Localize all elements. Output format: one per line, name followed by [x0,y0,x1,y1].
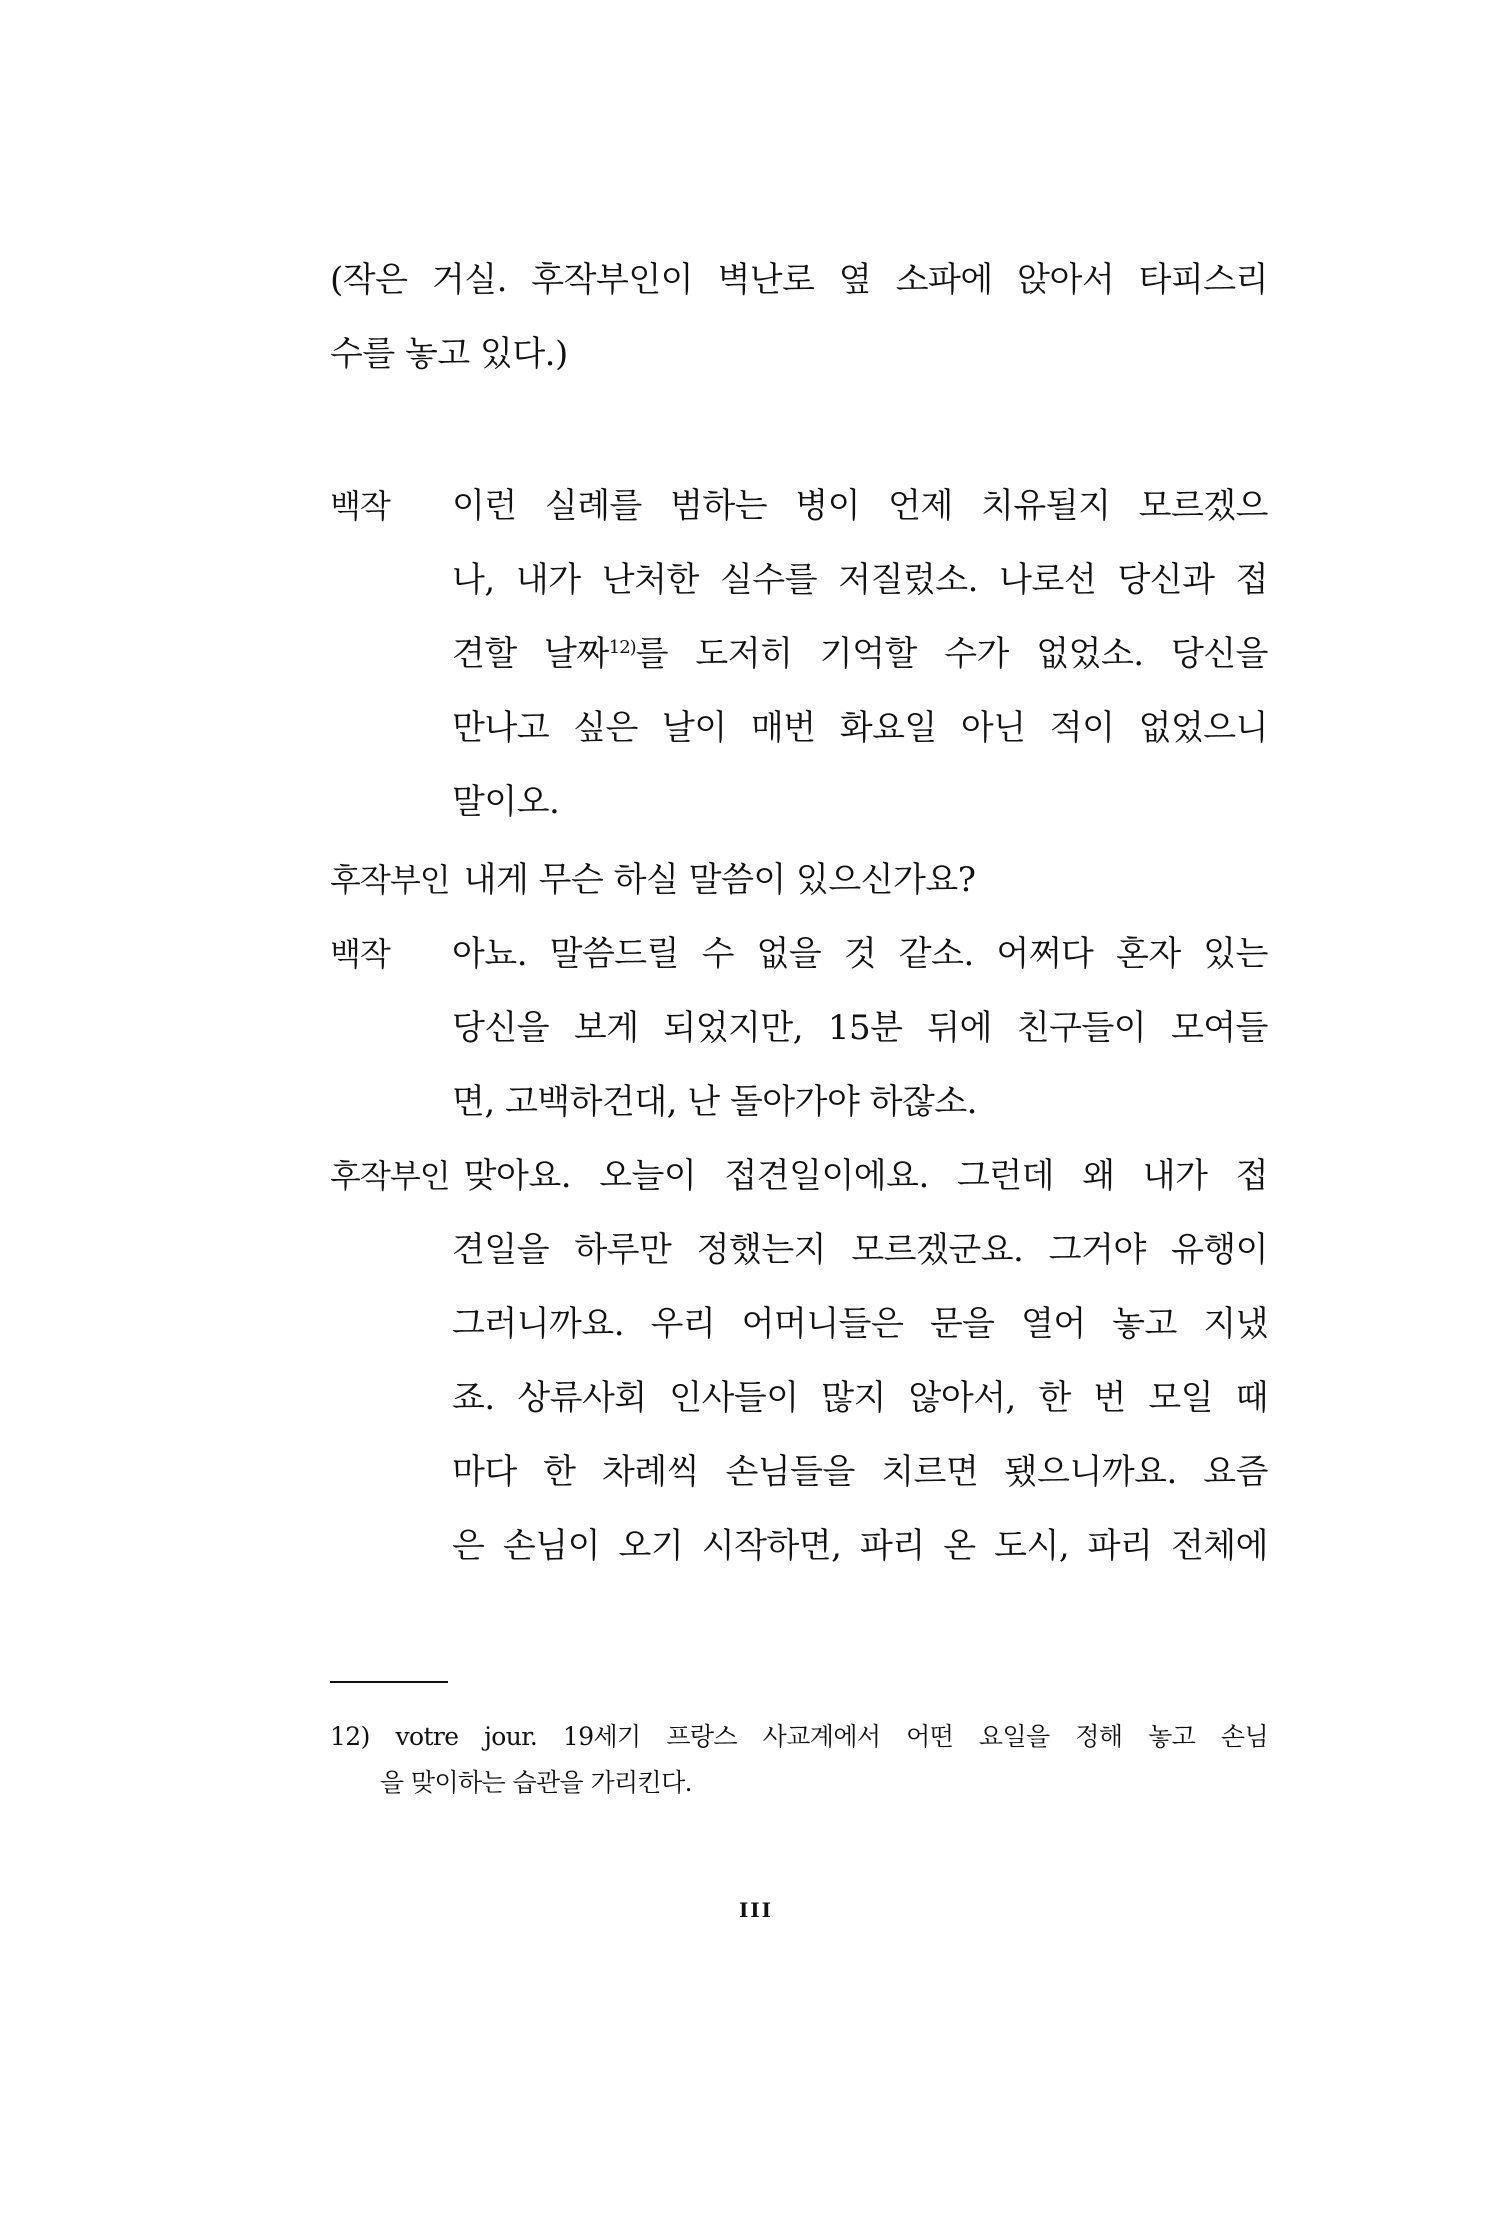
dialogue-text: 를 도저히 기억할 수가 없었소. 당신을 [635,634,1268,674]
dialogue-line: 당신을 보게 되었지만, 15분 뒤에 친구들이 모여들 [452,1008,1268,1048]
footnote-line: 12) votre jour. 19세기 프랑스 사교계에서 어떤 요일을 정해 놓고 손님 [330,1722,1268,1751]
dialogue-line: 그러니까요. 우리 어머니들은 문을 열어 놓고 지냈 [452,1304,1268,1344]
dialogue-line: 마다 한 차례씩 손님들을 치르면 됐으니까요. 요즘 [452,1452,1268,1492]
dialogue-line-inline [330,1154,1268,1198]
dialogue-line: 이런 실례를 범하는 병이 언제 치유될지 모르겠으 [452,486,1268,526]
dialogue-text: 견할 날짜 [452,634,609,674]
dialogue-line: 나, 내가 난처한 실수를 저질렀소. 나로선 당신과 접 [452,560,1268,600]
speaker-label: 후작부인 [330,861,450,899]
dialogue-line: 견일을 하루만 정했는지 모르겠군요. 그거야 유행이 [452,1230,1268,1270]
dialogue-line: 면, 고백하건대, 난 돌아가야 하잖소. [452,1082,977,1122]
footnote-reference[interactable]: 12) [608,637,636,658]
speaker-label: 후작부인 [330,1157,450,1195]
page-number: III [738,1898,774,1922]
dialogue-line: 말이오. [452,782,560,822]
dialogue-line: 죠. 상류사회 인사들이 많지 않아서, 한 번 모일 때 [452,1378,1268,1418]
dialogue-text: 내게 무슨 하실 말씀이 있으신가요? [463,860,976,900]
dialogue-line: 아뇨. 말씀드릴 수 없을 것 같소. 어쩌다 혼자 있는 [452,934,1268,974]
dialogue-line: 만나고 싶은 날이 매번 화요일 아닌 적이 없었으니 [452,708,1268,748]
dialogue-line: 은 손님이 오기 시작하면, 파리 온 도시, 파리 전체에 [452,1526,1268,1566]
speaker-label: 백작 [330,935,390,973]
stage-direction-line: (작은 거실. 후작부인이 벽난로 옆 소파에 앉아서 타피스리 [330,260,1268,300]
dialogue-line-with-footnote [452,632,1268,676]
stage-direction-line: 수를 놓고 있다.) [330,334,568,374]
dialogue-text: 맞아요. 오늘이 접견일이에요. 그런데 왜 내가 접 [463,1156,1268,1196]
speaker-label: 백작 [330,487,390,525]
dialogue-line-inline [330,858,1268,902]
footnote-line: 을 맞이하는 습관을 가리킨다. [380,1768,692,1797]
footnote-divider [330,1681,448,1683]
